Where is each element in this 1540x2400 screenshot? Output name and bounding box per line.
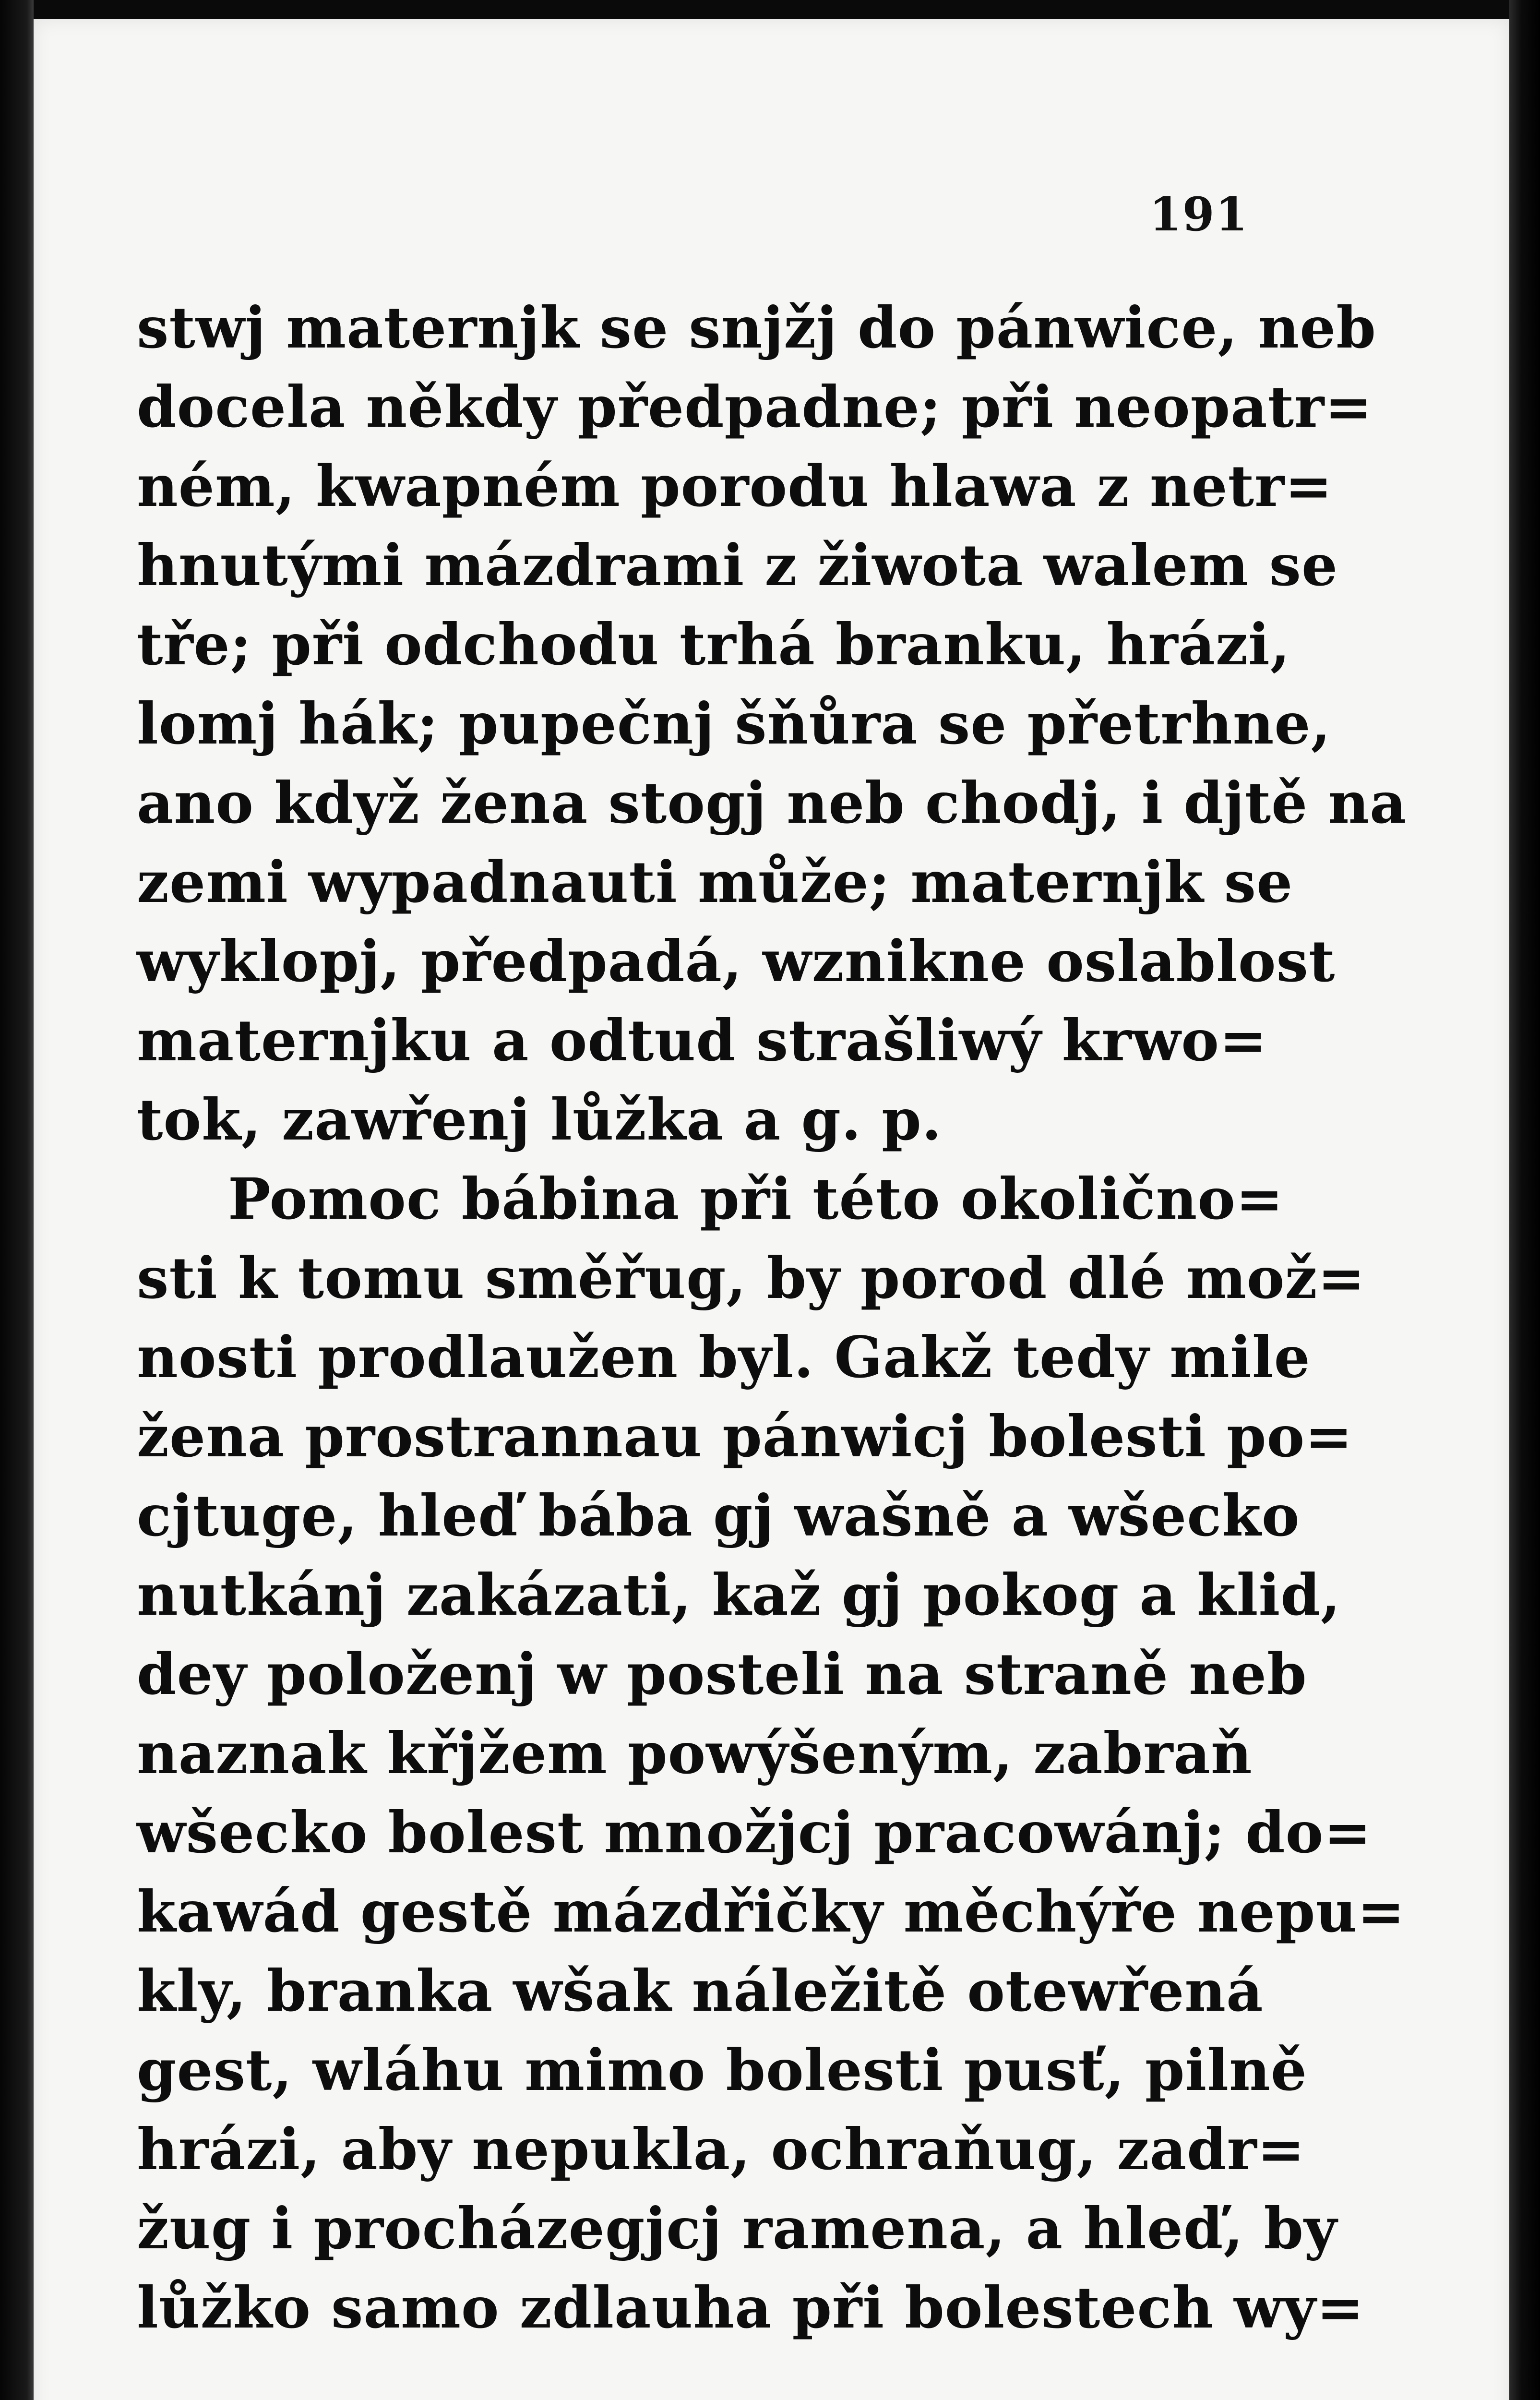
text-line: nutkánj zakázati, kaž gj pokog a klid,	[137, 1561, 1341, 1628]
text-line: stwj maternjk se snjžj do pánwice, neb	[137, 294, 1376, 361]
text-line: docela někdy předpadne; při neopatr=	[137, 373, 1373, 440]
text-line: sti k tomu směřug, by porod dlé mož=	[137, 1245, 1366, 1311]
text-line: naznak křjžem powýšeným, zabraň	[137, 1720, 1253, 1787]
text-line: wyklopj, předpadá, wznikne oslablost	[137, 928, 1336, 995]
text-line: ném, kwapném porodu hlawa z netr=	[137, 453, 1333, 519]
text-line: lomj hák; pupečnj šňůra se přetrhne,	[137, 690, 1331, 757]
text-line: zemi wypadnauti může; maternjk se	[137, 849, 1293, 915]
page-number: 191	[1149, 187, 1249, 241]
text-line: žena prostrannau pánwicj bolesti po=	[137, 1403, 1353, 1470]
text-line: wšecko bolest množjcj pracowánj; do=	[137, 1799, 1372, 1866]
text-line: dey položenj w posteli na straně neb	[137, 1641, 1307, 1707]
text-line: hnutými mázdrami z žiwota walem se	[137, 532, 1338, 599]
body-text	[137, 288, 1407, 2347]
text-line: kly, branka wšak náležitě otewřená	[137, 1957, 1264, 2024]
text-line: ano když žena stogj neb chodj, i djtě na	[137, 769, 1407, 836]
text-line: tře; při odchodu trhá branku, hrázi,	[137, 611, 1290, 678]
right-scan-border	[1509, 0, 1540, 2400]
text-line: lůžko samo zdlauha při bolestech wy=	[137, 2274, 1365, 2341]
left-scan-border	[0, 0, 34, 2400]
text-line: hrázi, aby nepukla, ochraňug, zadr=	[137, 2116, 1305, 2183]
text-line: gest, wláhu mimo bolesti pusť, pilně	[137, 2037, 1307, 2103]
text-line: žug i procházegjcj ramena, a hleď, by	[137, 2195, 1337, 2262]
text-line: maternjku a odtud strašliwý krwo=	[137, 1007, 1267, 1074]
text-line: kawád gestě mázdřičky měchýře nepu=	[137, 1878, 1406, 1945]
text-line: cjtuge, hleď bába gj wašně a wšecko	[137, 1482, 1300, 1549]
text-line-paragraph-end: tok, zawřenj lůžka a g. p.	[137, 1086, 942, 1153]
text-line: nosti prodlaužen byl. Gakž tedy mile	[137, 1324, 1311, 1391]
text-line-paragraph-start: Pomoc bábina při této okolično=	[228, 1165, 1284, 1232]
